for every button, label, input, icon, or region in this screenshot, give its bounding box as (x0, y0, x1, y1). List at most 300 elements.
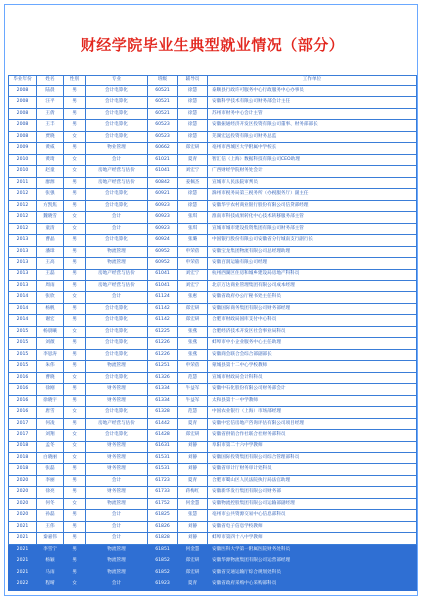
cell-year: 2008 (9, 108, 37, 119)
cell-employer: 安徽中宏信房地产咨询评估有限公司项目经理 (208, 418, 417, 429)
table-row (9, 372, 417, 383)
cell-name: 杨晨曦 (37, 326, 64, 337)
cell-major: 物流管理 (86, 556, 148, 567)
cell-year: 2021 (9, 544, 37, 555)
cell-name: 谢宏 (37, 315, 64, 326)
cell-employer: 安徽物流控股集团有限公司运输部副经理 (208, 498, 417, 509)
cell-name: 王丰 (37, 120, 64, 131)
cell-class: 61826 (148, 521, 178, 532)
cell-name: 杨帆 (37, 303, 64, 314)
cell-employer: 杭州西湖区住房和城乡建设局房地产科科员 (208, 269, 417, 280)
cell-name: 朱伟 (37, 361, 64, 372)
cell-name: 刘翔 (37, 430, 64, 441)
cell-year: 2016 (9, 407, 37, 418)
cell-gender: 女 (64, 430, 86, 441)
cell-gender: 男 (64, 418, 86, 429)
cell-gender: 男 (64, 269, 86, 280)
cell-gender: 男 (64, 143, 86, 154)
cell-name: 程晴 (37, 579, 64, 591)
cell-counselor: 张燕 (178, 349, 208, 360)
cell-employer: 北京万达商业管理集团有限公司成本经理 (208, 280, 417, 291)
cell-employer: 安徽科学技术有限公司财务部会计主任 (208, 97, 417, 108)
cell-gender: 女 (64, 223, 86, 234)
cell-gender: 男 (64, 556, 86, 567)
table-body (9, 86, 417, 591)
cell-class: 60952 (148, 246, 178, 257)
cell-name: 张强 (37, 189, 64, 200)
cell-employer: 安徽省交通运输厅综合规划处科员 (208, 567, 417, 578)
cell-year: 2021 (9, 533, 37, 544)
cell-name: 徐亮 (37, 487, 64, 498)
cell-year: 2013 (9, 280, 37, 291)
cell-major: 会计电算化 (86, 200, 148, 211)
cell-name: 张欣 (37, 292, 64, 303)
table-row (9, 544, 417, 555)
cell-major: 会计 (86, 533, 148, 544)
table-row (9, 441, 417, 452)
cell-gender: 女 (64, 407, 86, 418)
cell-year: 2014 (9, 315, 37, 326)
cell-employer: 滁州市税务局第三税务所（办税服务厅）副主任 (208, 189, 417, 200)
cell-major: 房地产经营与估价 (86, 177, 148, 188)
cell-employer: 安徽省政府采购中心采购部科员 (208, 579, 417, 591)
cell-year: 2016 (9, 395, 37, 406)
cell-class: 61852 (148, 567, 178, 578)
cell-class: 60923 (148, 212, 178, 223)
cell-major: 物流管理 (86, 361, 148, 372)
cell-major: 财务管理 (86, 395, 148, 406)
cell-major: 会计电算化 (86, 326, 148, 337)
cell-name: 王高 (37, 258, 64, 269)
cell-major: 房地产经营与估价 (86, 280, 148, 291)
cell-counselor: 张琪 (178, 212, 208, 223)
cell-counselor: 郑宏研 (178, 143, 208, 154)
cell-year: 2013 (9, 235, 37, 246)
cell-name: 孟冬 (37, 441, 64, 452)
cell-employer: 合肥市财政局国库支付中心科员 (208, 315, 417, 326)
cell-year: 2010 (9, 166, 37, 177)
cell-counselor: 刘宏宁 (178, 280, 208, 291)
cell-gender: 男 (64, 120, 86, 131)
cell-employer: 安徽医科大学第一附属医院财务处科员 (208, 544, 417, 555)
cell-gender: 男 (64, 487, 86, 498)
cell-counselor: 刘宏宁 (178, 166, 208, 177)
table-row (9, 498, 417, 509)
cell-employer: 安徽省供销合作社联合社财务部科员 (208, 430, 417, 441)
cell-name: 魏晓雪 (37, 212, 64, 223)
cell-name: 王伟 (37, 521, 64, 532)
cell-gender: 女 (64, 453, 86, 464)
table-row (9, 108, 417, 119)
table-row (9, 292, 417, 303)
cell-employer: 安徽省审计厅财务审计处科员 (208, 464, 417, 475)
cell-class: 61226 (148, 349, 178, 360)
cell-name: 徐晓宇 (37, 395, 64, 406)
cell-counselor: 姜佩杰 (178, 177, 208, 188)
cell-major: 会计电算化 (86, 120, 148, 131)
cell-major: 会计电算化 (86, 315, 148, 326)
cell-gender: 男 (64, 521, 86, 532)
cell-year: 2015 (9, 349, 37, 360)
cell-class: 61334 (148, 395, 178, 406)
cell-class: 61631 (148, 441, 178, 452)
cell-counselor: 刘静 (178, 441, 208, 452)
table-header-row (9, 76, 417, 86)
table-row (9, 510, 417, 521)
cell-major: 会计电算化 (86, 349, 148, 360)
cell-name: 童清 (37, 223, 64, 234)
cell-class: 61851 (148, 544, 178, 555)
cell-gender: 男 (64, 338, 86, 349)
cell-counselor: 牛益军 (178, 395, 208, 406)
table-row (9, 280, 417, 291)
cell-year: 2015 (9, 361, 37, 372)
cell-employer: 安徽百润运输有限公司经理 (208, 258, 417, 269)
cell-class: 61531 (148, 453, 178, 464)
table-row (9, 556, 417, 567)
cell-name: 马雨 (37, 567, 64, 578)
col-header-employer: 工作单位 (208, 76, 417, 86)
cell-employer: 亳州市公共资源交易中心信息部科员 (208, 510, 417, 521)
cell-counselor: 徐慧 (178, 200, 208, 211)
cell-name: 潘璋 (37, 246, 64, 257)
table-row (9, 395, 417, 406)
cell-major: 会计电算化 (86, 189, 148, 200)
cell-name: 汪平 (37, 97, 64, 108)
table-row (9, 326, 417, 337)
cell-year: 2013 (9, 246, 37, 257)
cell-counselor: 郑宏研 (178, 556, 208, 567)
cell-year: 2016 (9, 384, 37, 395)
cell-counselor: 何金慧 (178, 498, 208, 509)
cell-class: 60924 (148, 235, 178, 246)
cell-class: 61142 (148, 315, 178, 326)
cell-employer: 苏州市财务中心会计主管 (208, 108, 417, 119)
cell-major: 会计 (86, 579, 148, 591)
cell-counselor: 申荣蓓 (178, 246, 208, 257)
cell-name: 李雪宁 (37, 544, 64, 555)
cell-class: 61328 (148, 407, 178, 418)
table-row (9, 430, 417, 441)
cell-name: 黄琦 (37, 154, 64, 165)
cell-employer: 安徽华源物流集团有限公司运营部经理 (208, 556, 417, 567)
cell-gender: 男 (64, 464, 86, 475)
table-row (9, 384, 417, 395)
cell-year: 2008 (9, 97, 37, 108)
cell-name: 张磊 (37, 464, 64, 475)
cell-gender: 女 (64, 498, 86, 509)
cell-gender: 男 (64, 108, 86, 119)
cell-counselor: 张惠 (178, 292, 208, 303)
cell-year: 2015 (9, 326, 37, 337)
cell-counselor: 郑宏研 (178, 567, 208, 578)
cell-gender: 女 (64, 579, 86, 591)
cell-year: 2008 (9, 120, 37, 131)
cell-name: 黄威 (37, 143, 64, 154)
cell-counselor: 徐慧 (178, 189, 208, 200)
cell-name: 孙磊 (37, 510, 64, 521)
cell-gender: 男 (64, 533, 86, 544)
cell-name: 曹晶 (37, 235, 64, 246)
cell-counselor: 郑宏研 (178, 303, 208, 314)
cell-class: 61428 (148, 430, 178, 441)
cell-class: 61225 (148, 326, 178, 337)
cell-class: 61852 (148, 556, 178, 567)
cell-major: 会计 (86, 212, 148, 223)
cell-counselor: 牛益军 (178, 384, 208, 395)
table-row (9, 303, 417, 314)
cell-major: 物流管理 (86, 258, 148, 269)
cell-counselor: 张燕 (178, 338, 208, 349)
cell-counselor: 郑宏研 (178, 315, 208, 326)
cell-counselor: 范慧 (178, 372, 208, 383)
cell-year: 2012 (9, 212, 37, 223)
table-row (9, 349, 417, 360)
cell-major: 物流管理 (86, 544, 148, 555)
cell-major: 财务管理 (86, 441, 148, 452)
cell-employer: 安徽商会联合会综合部副部长 (208, 349, 417, 360)
cell-name: 王倩 (37, 108, 64, 119)
cell-year: 2017 (9, 430, 37, 441)
table-row (9, 418, 417, 429)
cell-gender: 女 (64, 166, 86, 177)
table-row (9, 533, 417, 544)
cell-employer: 中国银行股份有限公司安徽省分行城南支行副行长 (208, 235, 417, 246)
cell-gender: 男 (64, 567, 86, 578)
table-row (9, 521, 417, 532)
cell-employer: 阜阳市第二十六中学教师 (208, 441, 417, 452)
table-row (9, 475, 417, 486)
cell-year: 2015 (9, 338, 37, 349)
cell-class: 61041 (148, 166, 178, 177)
table-row (9, 258, 417, 269)
cell-employer: 安徽新华发行集团有限公司财务部 (208, 487, 417, 498)
cell-class: 61251 (148, 361, 178, 372)
cell-gender: 女 (64, 131, 86, 142)
cell-counselor: 张璐 (178, 235, 208, 246)
cell-counselor: 刘静 (178, 521, 208, 532)
cell-employer: 宣城市城市建设投资集团有限公司财务部主管 (208, 223, 417, 234)
table-row (9, 120, 417, 131)
employment-table-wrapper (8, 75, 417, 591)
cell-class: 60923 (148, 223, 178, 234)
table-row (9, 200, 417, 211)
table-row (9, 235, 417, 246)
cell-gender: 男 (64, 361, 86, 372)
cell-class: 61825 (148, 510, 178, 521)
cell-gender: 女 (64, 212, 86, 223)
cell-counselor: 刘宏宁 (178, 269, 208, 280)
cell-year: 2011 (9, 177, 37, 188)
table-row (9, 189, 417, 200)
cell-class: 60842 (148, 177, 178, 188)
cell-class: 60523 (148, 120, 178, 131)
cell-counselor: 张燕 (178, 326, 208, 337)
cell-gender: 男 (64, 86, 86, 97)
cell-major: 会计电算化 (86, 407, 148, 418)
col-header-class: 班级 (148, 76, 178, 86)
cell-counselor: 郑宏研 (178, 430, 208, 441)
cell-gender: 男 (64, 315, 86, 326)
cell-year: 2018 (9, 453, 37, 464)
cell-major: 物流管理 (86, 246, 148, 257)
cell-year: 2008 (9, 131, 37, 142)
cell-class: 60523 (148, 131, 178, 142)
cell-employer: 淮南市科技成果转化中心技术转移服务部主管 (208, 212, 417, 223)
cell-gender: 男 (64, 349, 86, 360)
cell-class: 61723 (148, 475, 178, 486)
cell-major: 物业管理 (86, 143, 148, 154)
cell-counselor: 夏青 (178, 579, 208, 591)
cell-name: 秦嘉伟 (37, 533, 64, 544)
cell-major: 财务管理 (86, 464, 148, 475)
cell-gender: 男 (64, 475, 86, 486)
cell-employer: 安徽宝龙集团物流有限公司总经理助理 (208, 246, 417, 257)
cell-employer: 芜湖宏远投资有限公司财务总监 (208, 131, 417, 142)
cell-name: 陆晨 (37, 86, 64, 97)
cell-gender: 男 (64, 200, 86, 211)
cell-year: 2014 (9, 292, 37, 303)
cell-gender: 男 (64, 395, 86, 406)
cell-year: 2021 (9, 567, 37, 578)
cell-employer: 安徽国际投资集团有限公司综合管理部科员 (208, 453, 417, 464)
cell-name: 何冬 (37, 498, 64, 509)
cell-major: 财务管理 (86, 453, 148, 464)
cell-year: 2008 (9, 86, 37, 97)
cell-major: 房地产经营与估价 (86, 418, 148, 429)
cell-gender: 男 (64, 235, 86, 246)
cell-class: 61923 (148, 579, 178, 591)
cell-year: 2020 (9, 475, 37, 486)
table-row (9, 97, 417, 108)
col-header-name: 姓名 (37, 76, 64, 86)
cell-name: 赵童 (37, 166, 64, 177)
cell-major: 会计电算化 (86, 372, 148, 383)
cell-major: 财务管理 (86, 487, 148, 498)
cell-major: 会计电算化 (86, 430, 148, 441)
cell-counselor: 刘静 (178, 464, 208, 475)
table-row (9, 143, 417, 154)
cell-class: 61021 (148, 154, 178, 165)
cell-year: 2012 (9, 223, 37, 234)
cell-name: 廖源 (37, 177, 64, 188)
cell-class: 61733 (148, 487, 178, 498)
cell-class: 61124 (148, 292, 178, 303)
cell-class: 60521 (148, 86, 178, 97)
cell-major: 房地产经营与估价 (86, 166, 148, 177)
cell-year: 2012 (9, 189, 37, 200)
cell-gender: 男 (64, 384, 86, 395)
cell-gender: 男 (64, 177, 86, 188)
cell-gender: 男 (64, 280, 86, 291)
cell-class: 61226 (148, 338, 178, 349)
cell-major: 会计 (86, 223, 148, 234)
cell-major: 会计 (86, 510, 148, 521)
cell-class: 61531 (148, 464, 178, 475)
cell-year: 2020 (9, 510, 37, 521)
cell-class: 60662 (148, 143, 178, 154)
table-row (9, 86, 417, 97)
cell-class: 61142 (148, 303, 178, 314)
cell-employer: 亳州市西城区大学附属中学校长 (208, 143, 417, 154)
cell-employer: 安徽国际商务集团有限公司财务部经理 (208, 303, 417, 314)
cell-employer: 智汇信（上海）数据科技有限公司CEO助理 (208, 154, 417, 165)
cell-name: 杨颖 (37, 556, 64, 567)
cell-counselor: 申荣蓓 (178, 258, 208, 269)
cell-counselor: 夏青 (178, 418, 208, 429)
cell-year: 2018 (9, 441, 37, 452)
cell-employer: 合肥经济技术开发区社会事业局科员 (208, 326, 417, 337)
cell-counselor: 刘静 (178, 533, 208, 544)
cell-employer: 泰顺县行政许可服务中心行政服务中心办事员 (208, 86, 417, 97)
cell-counselor: 夏青 (178, 154, 208, 165)
cell-major: 房地产经营与估价 (86, 269, 148, 280)
cell-name: 周雨 (37, 280, 64, 291)
table-row (9, 361, 417, 372)
table-row (9, 315, 417, 326)
cell-counselor: 范慧 (178, 407, 208, 418)
col-header-counselor: 辅导员 (178, 76, 208, 86)
cell-class: 60952 (148, 258, 178, 269)
cell-gender: 男 (64, 246, 86, 257)
cell-counselor: 徐慧 (178, 86, 208, 97)
cell-gender: 男 (64, 510, 86, 521)
table-row (9, 212, 417, 223)
page-title: 财经学院毕业生典型就业情况（部分） (80, 36, 345, 54)
cell-counselor: 徐慧 (178, 97, 208, 108)
cell-class: 61041 (148, 280, 178, 291)
cell-name: 徐刚 (37, 384, 64, 395)
cell-counselor: 徐慧 (178, 131, 208, 142)
cell-major: 会计 (86, 292, 148, 303)
cell-gender: 男 (64, 189, 86, 200)
cell-year: 2018 (9, 464, 37, 475)
cell-employer: 蚌埠市第四十八中学教师 (208, 533, 417, 544)
cell-class: 61752 (148, 498, 178, 509)
cell-major: 会计 (86, 475, 148, 486)
cell-year: 2017 (9, 418, 37, 429)
cell-class: 60521 (148, 108, 178, 119)
cell-gender: 女 (64, 441, 86, 452)
col-header-year: 毕业年份 (9, 76, 37, 86)
cell-counselor: 张琪 (178, 223, 208, 234)
cell-name: 刘薇 (37, 338, 64, 349)
cell-gender: 女 (64, 372, 86, 383)
cell-name: 白晓丽 (37, 453, 64, 464)
cell-class: 61828 (148, 533, 178, 544)
cell-year: 2010 (9, 154, 37, 165)
table-row (9, 464, 417, 475)
cell-counselor: 蒋梅红 (178, 487, 208, 498)
cell-employer: 广西财经学院财务处会计 (208, 166, 417, 177)
cell-major: 会计电算化 (86, 108, 148, 119)
cell-year: 2020 (9, 498, 37, 509)
table-row (9, 407, 417, 418)
table-row (9, 269, 417, 280)
cell-counselor: 徐慧 (178, 120, 208, 131)
cell-counselor: 夏青 (178, 475, 208, 486)
cell-major: 财务管理 (86, 384, 148, 395)
cell-major: 会计电算化 (86, 97, 148, 108)
cell-counselor: 张慧 (178, 510, 208, 521)
cell-class: 60921 (148, 189, 178, 200)
cell-name: 方凯焦 (37, 200, 64, 211)
cell-class: 61442 (148, 418, 178, 429)
cell-employer: 安徽华宇农村商业银行股份有限公司信贷部经理 (208, 200, 417, 211)
cell-name: 王磊 (37, 269, 64, 280)
table-row (9, 131, 417, 142)
table-row (9, 223, 417, 234)
